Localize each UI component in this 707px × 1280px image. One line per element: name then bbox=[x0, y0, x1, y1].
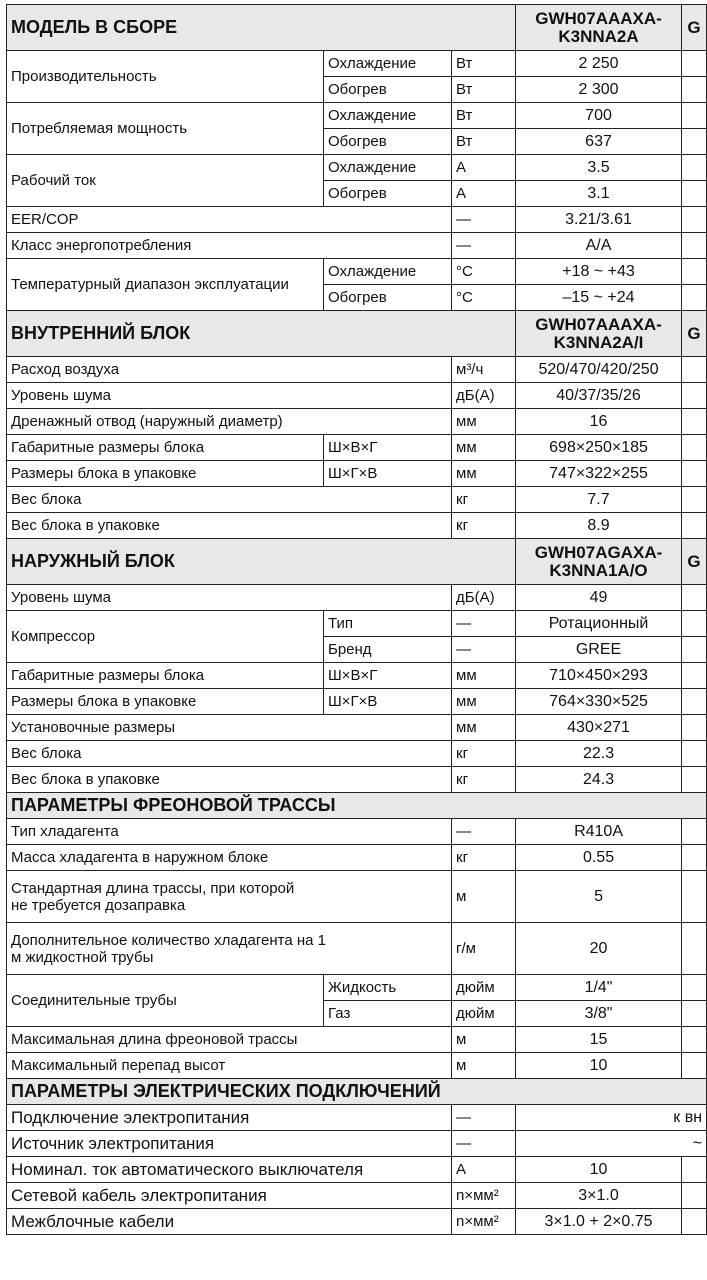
row-unit: кг bbox=[452, 487, 516, 513]
row-value: 3.1 bbox=[516, 181, 682, 207]
row-unit: n×мм² bbox=[452, 1209, 516, 1235]
row-unit: °С bbox=[452, 285, 516, 311]
row-unit: мм bbox=[452, 689, 516, 715]
row-value: 22.3 bbox=[516, 741, 682, 767]
row-label: Дренажный отвод (наружный диаметр) bbox=[7, 409, 452, 435]
row-unit: Вт bbox=[452, 103, 516, 129]
row-unit: — bbox=[452, 1105, 516, 1131]
row-sub: Обогрев bbox=[324, 129, 452, 155]
model-name: GWH07AAAXA-K3NNA2A bbox=[516, 5, 682, 51]
row-value: 8.9 bbox=[516, 513, 682, 539]
row-label: Дополнительное количество хладагента на 1 м жидкостной трубы bbox=[7, 923, 452, 975]
row-unit: кг bbox=[452, 767, 516, 793]
row-sub: Охлаждение bbox=[324, 259, 452, 285]
row-label: Тип хладагента bbox=[7, 819, 452, 845]
row-label: Вес блока bbox=[7, 487, 452, 513]
row-value: GREE bbox=[516, 637, 682, 663]
row-sub: Обогрев bbox=[324, 77, 452, 103]
row-label: Размеры блока в упаковке bbox=[7, 461, 324, 487]
row-unit: А bbox=[452, 1157, 516, 1183]
row-value: 710×450×293 bbox=[516, 663, 682, 689]
row-value: 40/37/35/26 bbox=[516, 383, 682, 409]
model-name: GWH07AAAXA-K3NNA2A/I bbox=[516, 311, 682, 357]
row-sub: Охлаждение bbox=[324, 51, 452, 77]
row-label: Максимальная длина фреоновой трассы bbox=[7, 1027, 452, 1053]
row-unit: дюйм bbox=[452, 1001, 516, 1027]
row-label: Уровень шума bbox=[7, 383, 452, 409]
row-value: R410A bbox=[516, 819, 682, 845]
row-unit: мм bbox=[452, 663, 516, 689]
row-label: Подключение электропитания bbox=[7, 1105, 452, 1131]
row-label: Установочные размеры bbox=[7, 715, 452, 741]
row-unit: кг bbox=[452, 513, 516, 539]
row-value: 10 bbox=[516, 1053, 682, 1079]
row-value: к вн bbox=[516, 1105, 707, 1131]
row-value: 3×1.0 bbox=[516, 1183, 682, 1209]
row-value: A/A bbox=[516, 233, 682, 259]
row-label: Габаритные размеры блока bbox=[7, 663, 324, 689]
row-label: Соединительные трубы bbox=[7, 975, 324, 1027]
row-sub: Обогрев bbox=[324, 285, 452, 311]
row-value: 698×250×185 bbox=[516, 435, 682, 461]
spec-table bbox=[6, 4, 707, 1235]
row-sub: Тип bbox=[324, 611, 452, 637]
row-value: 20 bbox=[516, 923, 682, 975]
row-unit: дБ(А) bbox=[452, 383, 516, 409]
row-value: 10 bbox=[516, 1157, 682, 1183]
row-value: 520/470/420/250 bbox=[516, 357, 682, 383]
row-label: Производительность bbox=[7, 51, 324, 103]
section-header: ПАРАМЕТРЫ ФРЕОНОВОЙ ТРАССЫ bbox=[7, 793, 707, 819]
row-label: Размеры блока в упаковке bbox=[7, 689, 324, 715]
row-sub: Ш×В×Г bbox=[324, 435, 452, 461]
section-header: ВНУТРЕННИЙ БЛОК bbox=[7, 311, 516, 357]
row-value: –15 ~ +24 bbox=[516, 285, 682, 311]
row-value: 2 250 bbox=[516, 51, 682, 77]
section-header: НАРУЖНЫЙ БЛОК bbox=[7, 539, 516, 585]
row-label: Расход воздуха bbox=[7, 357, 452, 383]
row-sub: Жидкость bbox=[324, 975, 452, 1001]
row-value: 16 bbox=[516, 409, 682, 435]
row-label: Вес блока bbox=[7, 741, 452, 767]
row-label: Вес блока в упаковке bbox=[7, 767, 452, 793]
row-unit: Вт bbox=[452, 129, 516, 155]
row-value: 15 bbox=[516, 1027, 682, 1053]
row-label: Масса хладагента в наружном блоке bbox=[7, 845, 452, 871]
row-value: 3/8" bbox=[516, 1001, 682, 1027]
row-unit: А bbox=[452, 181, 516, 207]
row-unit: °С bbox=[452, 259, 516, 285]
row-sub: Газ bbox=[324, 1001, 452, 1027]
row-value: 0.55 bbox=[516, 845, 682, 871]
next-column-edge: G bbox=[682, 5, 707, 51]
row-label: Уровень шума bbox=[7, 585, 452, 611]
row-value: Ротационный bbox=[516, 611, 682, 637]
row-unit: мм bbox=[452, 409, 516, 435]
row-value: 3.5 bbox=[516, 155, 682, 181]
row-sub: Охлаждение bbox=[324, 103, 452, 129]
row-label: Рабочий ток bbox=[7, 155, 324, 207]
row-unit: кг bbox=[452, 741, 516, 767]
section-header: МОДЕЛЬ В СБОРЕ bbox=[7, 5, 516, 51]
row-value: 430×271 bbox=[516, 715, 682, 741]
row-unit: — bbox=[452, 637, 516, 663]
row-unit: Вт bbox=[452, 51, 516, 77]
row-sub: Бренд bbox=[324, 637, 452, 663]
row-value: 3×1.0 + 2×0.75 bbox=[516, 1209, 682, 1235]
row-unit: — bbox=[452, 1131, 516, 1157]
row-label: Компрессор bbox=[7, 611, 324, 663]
row-label: EER/COP bbox=[7, 207, 452, 233]
row-sub: Охлаждение bbox=[324, 155, 452, 181]
row-label: Габаритные размеры блока bbox=[7, 435, 324, 461]
row-sub: Обогрев bbox=[324, 181, 452, 207]
row-value: 1/4" bbox=[516, 975, 682, 1001]
section-header: ПАРАМЕТРЫ ЭЛЕКТРИЧЕСКИХ ПОДКЛЮЧЕНИЙ bbox=[7, 1079, 707, 1105]
row-value: ~ bbox=[516, 1131, 707, 1157]
row-unit: м bbox=[452, 1027, 516, 1053]
row-value: 700 bbox=[516, 103, 682, 129]
row-unit: дБ(А) bbox=[452, 585, 516, 611]
row-unit: n×мм² bbox=[452, 1183, 516, 1209]
row-unit: — bbox=[452, 233, 516, 259]
row-unit: А bbox=[452, 155, 516, 181]
next-column-edge: G bbox=[682, 311, 707, 357]
row-label: Максимальный перепад высот bbox=[7, 1053, 452, 1079]
row-value: 3.21/3.61 bbox=[516, 207, 682, 233]
row-unit: кг bbox=[452, 845, 516, 871]
row-unit: м bbox=[452, 871, 516, 923]
row-label: Класс энергопотребления bbox=[7, 233, 452, 259]
row-label: Источник электропитания bbox=[7, 1131, 452, 1157]
row-label: Потребляемая мощность bbox=[7, 103, 324, 155]
row-label: Номинал. ток автоматического выключателя bbox=[7, 1157, 452, 1183]
row-unit: Вт bbox=[452, 77, 516, 103]
row-unit: — bbox=[452, 207, 516, 233]
row-label: Сетевой кабель электропитания bbox=[7, 1183, 452, 1209]
row-unit: — bbox=[452, 611, 516, 637]
row-value: 24.3 bbox=[516, 767, 682, 793]
row-value: 747×322×255 bbox=[516, 461, 682, 487]
row-sub: Ш×Г×В bbox=[324, 461, 452, 487]
row-label: Стандартная длина трассы, при которой не требуется дозаправка bbox=[7, 871, 452, 923]
row-value: 637 bbox=[516, 129, 682, 155]
row-label: Температурный диапазон эксплуатации bbox=[7, 259, 324, 311]
row-value: 764×330×525 bbox=[516, 689, 682, 715]
row-value: 7.7 bbox=[516, 487, 682, 513]
model-name: GWH07AGAXA-K3NNA1A/O bbox=[516, 539, 682, 585]
row-value: 49 bbox=[516, 585, 682, 611]
row-label: Вес блока в упаковке bbox=[7, 513, 452, 539]
row-value: +18 ~ +43 bbox=[516, 259, 682, 285]
row-unit: мм bbox=[452, 715, 516, 741]
row-unit: м bbox=[452, 1053, 516, 1079]
next-column-edge: G bbox=[682, 539, 707, 585]
row-unit: дюйм bbox=[452, 975, 516, 1001]
row-unit: мм bbox=[452, 435, 516, 461]
row-value: 5 bbox=[516, 871, 682, 923]
row-unit: г/м bbox=[452, 923, 516, 975]
row-value: 2 300 bbox=[516, 77, 682, 103]
row-label: Межблочные кабели bbox=[7, 1209, 452, 1235]
row-sub: Ш×В×Г bbox=[324, 663, 452, 689]
row-unit: — bbox=[452, 819, 516, 845]
row-sub: Ш×Г×В bbox=[324, 689, 452, 715]
row-unit: мм bbox=[452, 461, 516, 487]
row-unit: м³/ч bbox=[452, 357, 516, 383]
